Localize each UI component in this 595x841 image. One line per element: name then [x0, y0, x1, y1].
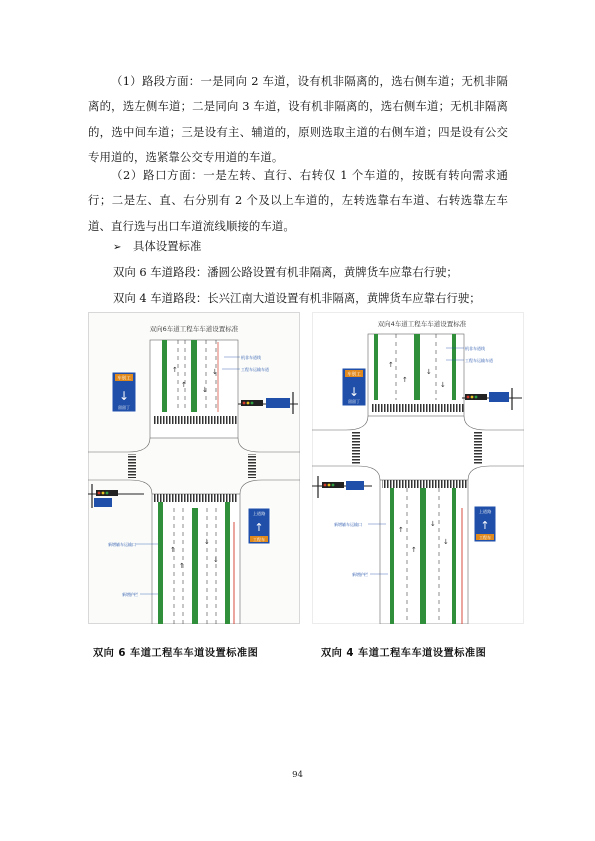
page-number: 94: [292, 770, 303, 780]
six-lane-diagram: [88, 312, 300, 624]
right-fig-guide-top-text: 上道路: [478, 509, 492, 514]
svg-text:↑: ↑: [480, 519, 490, 532]
svg-text:↓: ↓: [212, 368, 218, 376]
south-median-4: [420, 488, 426, 624]
svg-text:↑: ↑: [402, 376, 408, 384]
annotation-new-entrance: 新增辅车运输口: [108, 542, 136, 547]
svg-text:↑: ↑: [172, 366, 178, 374]
north-median-4: [414, 334, 420, 400]
four-lane-restriction-sign: [342, 368, 366, 406]
six-lane-line: 双向 6 车道路段：潘圆公路设置有机非隔离，黄牌货车应靠右行驶；: [113, 265, 458, 279]
svg-text:↓: ↓: [118, 389, 130, 403]
svg-text:↓: ↓: [426, 368, 432, 376]
four-lane-guide-sign: [474, 506, 496, 542]
right-fig-sign-bottom-text: 留留丁: [348, 399, 360, 404]
svg-text:↓: ↓: [443, 538, 449, 546]
right-annotation-lane-line: 机非车道线: [465, 346, 485, 351]
right-annotation-truck-lane: 工程车运输车道: [465, 358, 493, 363]
right-fig-sign-top-text: 车别工: [347, 372, 361, 378]
right-sign-bottom-text: 工程车: [253, 537, 265, 542]
south-median: [192, 508, 198, 624]
annotation-truck-lane: 工程车运输车道: [241, 367, 269, 372]
right-fig-guide-bottom-text: 工程车: [479, 535, 491, 540]
north-left-separator: [162, 340, 167, 412]
bullet-item: [113, 238, 201, 254]
bullet-text: 具体设置标准: [133, 239, 202, 253]
svg-text:↓: ↓: [204, 538, 210, 546]
road-section-text: （1）路段方面：一是同向 2 车道，设有机非隔离的，选右侧车道；无机非隔离的，选左侧车道；二是同向 3 车道，设有机非隔离的，选右侧车道；无机非隔离的，选中间车道；三是设有主、辅道的，原则选取主道的右侧车道；四是设有公交专用道的，选紧靠公交专用道的车道。: [88, 74, 508, 165]
right-annotation-new-barrier: 新增护栏: [352, 572, 368, 577]
south-right-separator: [225, 502, 230, 624]
left-sign-top-text: 车别工: [117, 376, 131, 382]
svg-text:↓: ↓: [440, 381, 446, 389]
svg-text:↓: ↓: [348, 385, 360, 399]
four-lane-caption: 双向 4 车道工程车车道设置标准图: [321, 648, 487, 659]
paragraph-intersection: [88, 163, 508, 239]
right-sign-top-text: 上道路: [252, 511, 266, 516]
north-median: [191, 340, 197, 412]
four-lane-line: 双向 4 车道路段：长兴江南大道设置有机非隔离，黄牌货车应靠右行驶；: [113, 291, 481, 305]
bullet-arrow-icon: ➢: [113, 242, 122, 253]
svg-text:↑: ↑: [398, 526, 404, 534]
four-lane-diagram: [312, 312, 524, 624]
six-lane-restriction-sign: [112, 372, 136, 412]
annotation-new-barrier: 新增护栏: [122, 592, 138, 597]
svg-text:↑: ↑: [254, 521, 264, 534]
right-annotation-new-entrance: 新增辅车运输口: [334, 522, 362, 527]
six-lane-diagram-svg: [88, 312, 300, 624]
svg-text:↑: ↑: [181, 381, 187, 389]
annotation-lane-line: 机非车道线: [241, 355, 261, 360]
south-left-separator: [158, 502, 163, 624]
svg-text:↓: ↓: [202, 386, 208, 394]
intersection-text: （2）路口方面：一是左转、直行、右转仅 1 个车道的，按既有转向需求通行；二是左、直、右分别有 2 个及以上车道的，左转选靠右车道、右转选靠左车道、直行选与出口车道流线顺接的车道。: [88, 168, 508, 233]
paragraph-road-section: [88, 69, 508, 171]
six-lane-inner-title: 双向6车道工程车车道设置标准: [149, 325, 239, 333]
svg-text:↓: ↓: [213, 556, 219, 564]
svg-text:↑: ↑: [170, 546, 176, 554]
svg-text:↓: ↓: [430, 520, 436, 528]
svg-text:↑: ↑: [411, 546, 417, 554]
svg-text:↑: ↑: [388, 361, 394, 369]
six-lane-caption: 双向 6 车道工程车车道设置标准图: [93, 648, 259, 659]
svg-text:↑: ↑: [179, 562, 185, 570]
left-sign-bottom-text: 留留丁: [118, 405, 130, 410]
four-lane-diagram-svg: [312, 312, 524, 624]
six-lane-guide-sign: [248, 508, 270, 544]
four-lane-inner-title: 双向4车道工程车车道设置标准: [377, 320, 467, 328]
